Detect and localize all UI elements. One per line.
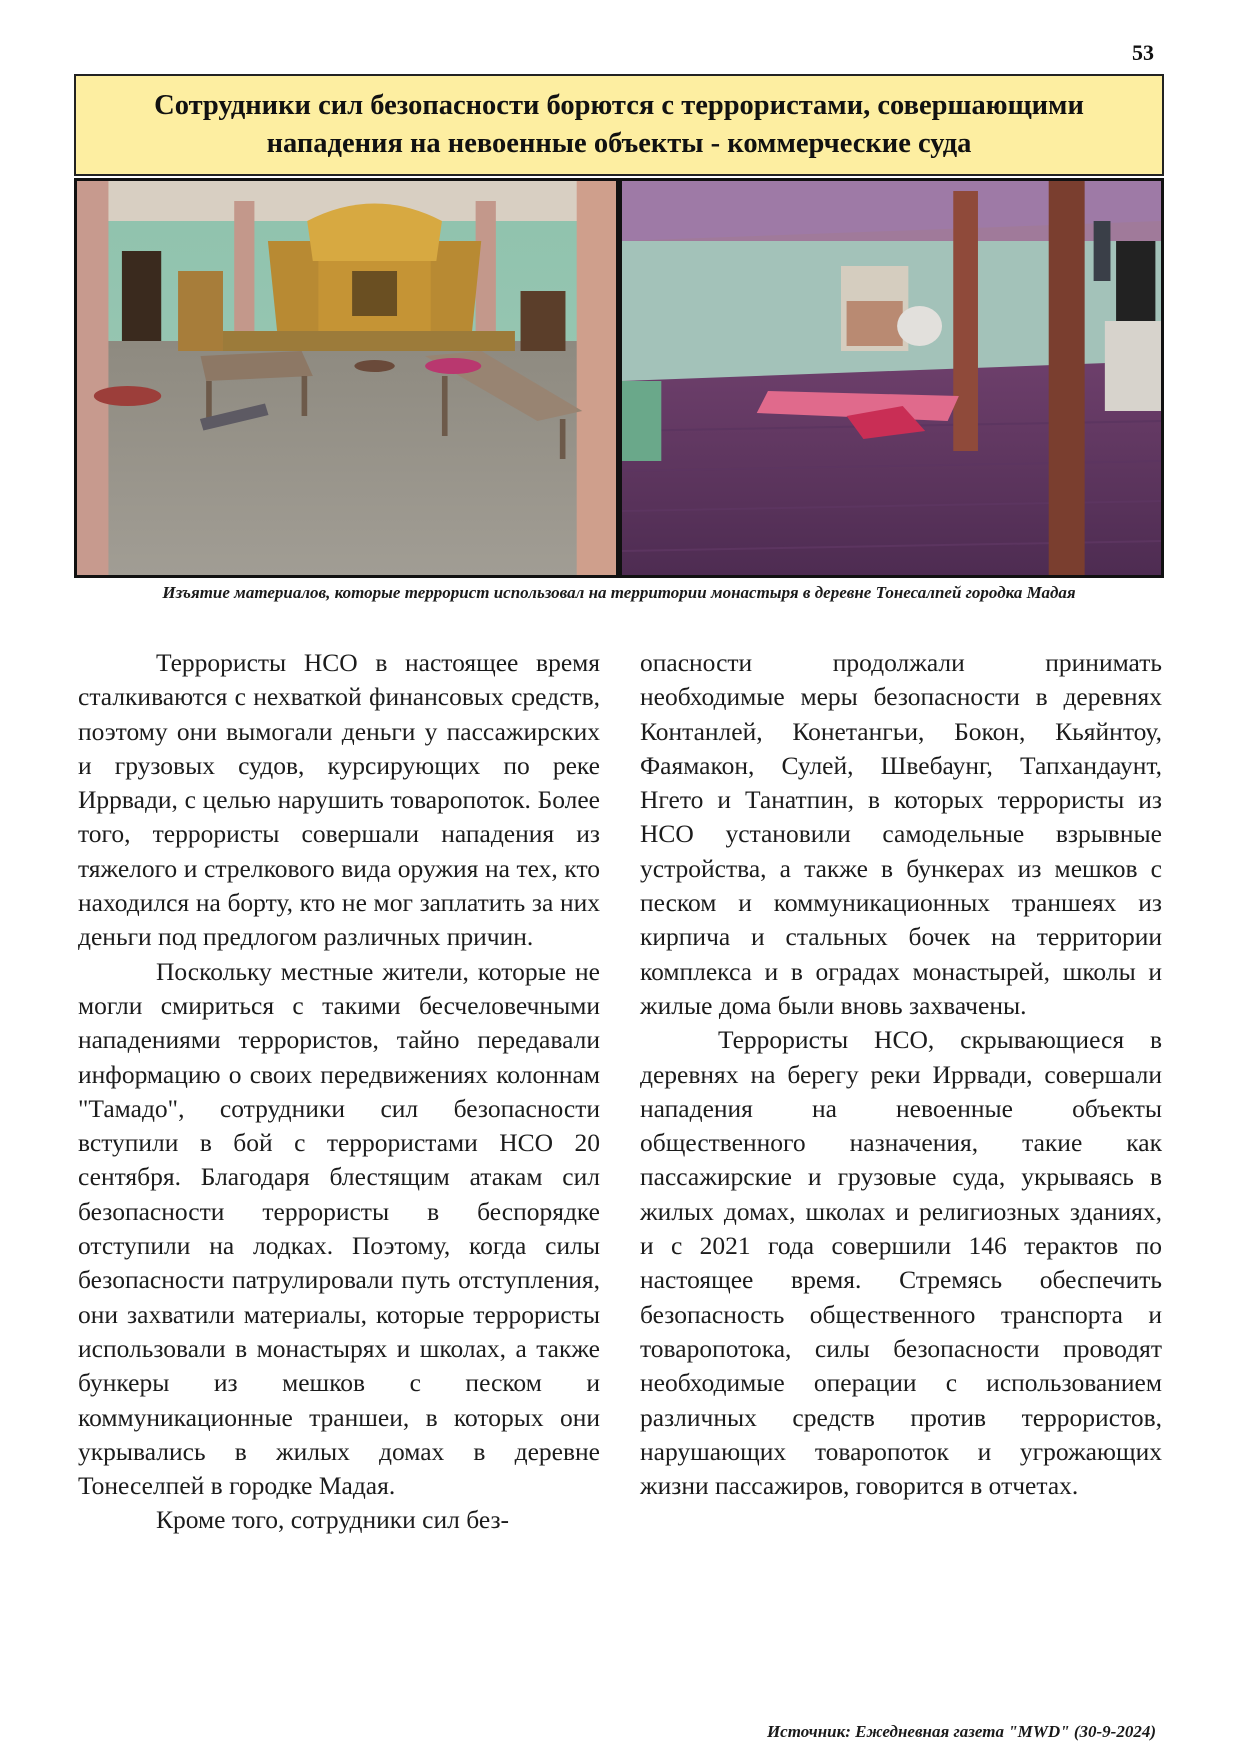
paragraph: Террористы НСО в настоящее время сталкиваются с нехваткой финансовых средств, поэтому они вымогали деньги у пассажирских и грузовых судов, курсирующих по реке Иррвади, с целью нарушить товаропоток. Более того, террористы совершали нападения из тяжелого и стрелкового вида оружия на тех, кто находился на борту, кто не мог заплатить за них деньги под предлогом различных причин. (78, 648, 600, 952)
headline: Сотрудники сил безопасности борются с террористами, совершающими нападения на невоенные объекты - коммерческие суда (154, 90, 1084, 159)
photo-monastery-shrine (77, 181, 616, 575)
purple-room-image (622, 181, 1161, 575)
article-left-column (78, 646, 600, 1538)
page-number: 53 (1132, 40, 1154, 65)
photo-strip (74, 178, 1164, 578)
paragraph: Террористы НСО, скрывающиеся в деревнях на берегу реки Иррвади, совершали нападения на невоенные объекты общественного назначения, такие как пассажирские и грузовые суда, укрываясь в жилых домах, школах и религиозных зданиях, и с 2021 года совершили 146 терактов по настоящее время. Стремясь обеспечить безопасность общественного транспорта и товаропотока, силы безопасности проводят необходимые операции с использованием различных средств против террористов, нарушающих товаропоток и угрожающих жизни пассажиров, говорится в отчетах. (640, 1025, 1162, 1501)
paragraph: опасности продолжали принимать необходимые меры безопасности в деревнях Контанлей, Конетангьи, Бокон, Кьяйнтоу, Фаямакон, Сулей, Швебаунг, Тапхандаунт, Нгето и Танатпин, в которых террористы из НСО установили самодельные взрывные устройства, а также в бункерах из мешков с песком и коммуникационных траншеях из кирпича и стальных бочек на территории комплекса и в оградах монастырей, школы и жилые дома были вновь захвачены. (640, 648, 1162, 1020)
monastery-shrine-image (77, 181, 616, 575)
headline-box (74, 74, 1164, 176)
paragraph: Кроме того, сотрудники сил без- (156, 1505, 510, 1535)
paragraph: Поскольку местные жители, которые не могли смириться с такими бесчеловечными нападениями террористов, тайно передавали информацию о своих передвижениях колоннам "Тамадо", сотрудники сил безопасности вступили в бой с террористами НСО 20 сентября. Благодаря блестящим атакам сил безопасности террористы в беспорядке отступили на лодках. Поэтому, когда силы безопасности патрулировали путь отступления, они захватили материалы, которые террористы использовали в монастырях и школах, а также бункеры из мешков с песком и коммуникационные траншеи, в которых они укрывались в жилых домах в деревне Тонеселпей в городке Мадая. (78, 956, 600, 1501)
article-right-column (640, 646, 1162, 1503)
source-credit: Источник: Ежедневная газета "MWD" (30-9-2024) (766, 1722, 1156, 1741)
photo-purple-room (622, 181, 1161, 575)
photo-caption: Изъятие материалов, которые террорист использовал на территории монастыря в деревне Тонесалпей городка Мадая (162, 583, 1076, 602)
